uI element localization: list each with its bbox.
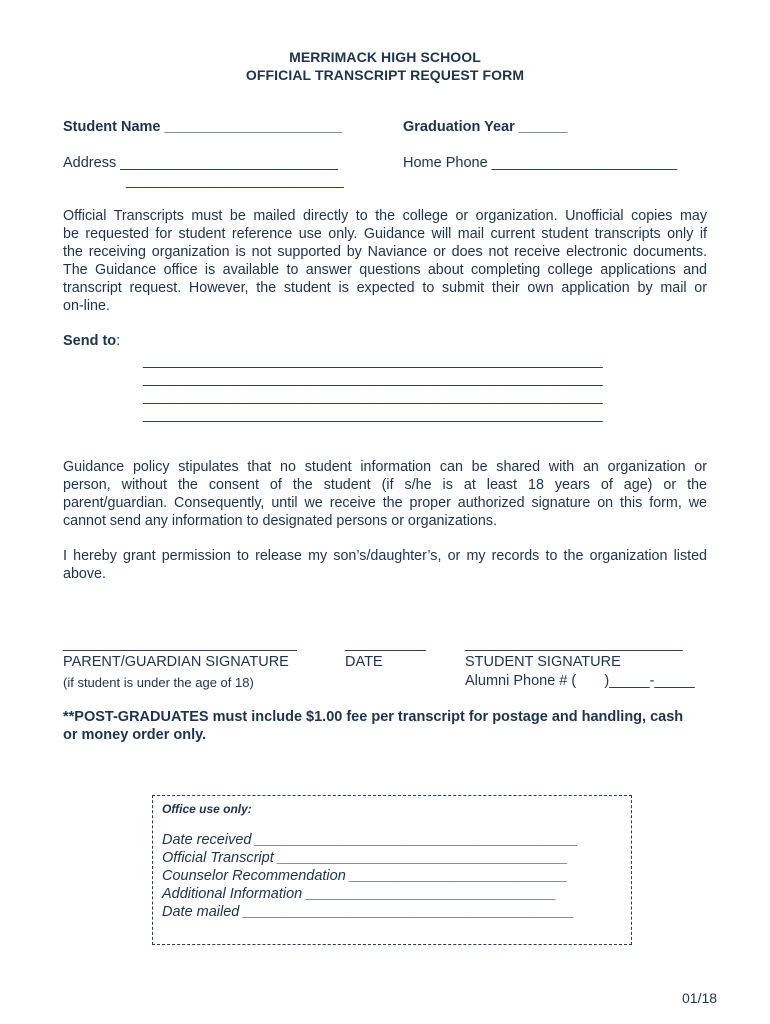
send-to-line-4[interactable]: _________________________________________________________ <box>143 407 603 423</box>
policy-line: parent/guardian. Consequently, until we receive the proper authorized signature on this form, we <box>63 495 707 511</box>
send-to-label: Send to <box>63 333 117 349</box>
office-item-official-transcript[interactable]: Official Transcript ____________________________________ <box>162 850 569 866</box>
student-signature-line[interactable]: ___________________________ <box>465 636 683 652</box>
student-signature-label: STUDENT SIGNATURE <box>465 654 621 670</box>
address-line-2[interactable]: ___________________________ <box>126 173 344 189</box>
send-to-line-3[interactable]: _________________________________________________________ <box>143 389 603 405</box>
send-to-line-2[interactable]: _________________________________________________________ <box>143 371 603 387</box>
send-to-line-1[interactable]: _________________________________________________________ <box>143 353 603 369</box>
permission-line: I hereby grant permission to release my son’s/daughter’s, or my records to the organization listed <box>63 548 707 564</box>
home-phone-field[interactable]: Home Phone _______________________ <box>403 155 678 171</box>
office-use-box <box>152 795 632 945</box>
send-to-heading <box>63 333 120 349</box>
address-field[interactable]: Address ___________________________ <box>63 155 338 171</box>
graduation-year-field[interactable]: Graduation Year ______ <box>403 119 568 135</box>
permission-line: above. <box>63 566 106 582</box>
parent-signature-line[interactable]: _____________________________ <box>63 636 297 652</box>
intro-line: The Guidance office is available to answer questions about completing college applications and <box>63 262 707 278</box>
office-item-additional-information[interactable]: Additional Information _______________________________ <box>162 886 557 902</box>
office-item-date-received[interactable]: Date received ________________________________________ <box>162 832 579 848</box>
office-item-counselor-recommendation[interactable]: Counselor Recommendation ___________________________ <box>162 868 568 884</box>
intro-line: be requested for student reference use only. Guidance will mail current student transcripts only if <box>63 226 707 242</box>
parent-signature-note: (if student is under the age of 18) <box>63 675 254 690</box>
date-label: DATE <box>345 654 383 670</box>
parent-signature-label: PARENT/GUARDIAN SIGNATURE <box>63 654 289 670</box>
intro-paragraph <box>63 207 707 315</box>
policy-line: cannot send any information to designated persons or organizations. <box>63 513 497 529</box>
intro-line: on-line. <box>63 298 110 314</box>
policy-paragraph <box>63 458 707 530</box>
policy-line: Guidance policy stipulates that no student information can be shared with an organization or <box>63 459 707 475</box>
send-to-colon: : <box>116 333 121 349</box>
intro-line: the receiving organization is not supported by Naviance or does not receive electronic documents. <box>63 244 707 260</box>
permission-paragraph <box>63 547 707 583</box>
fee-note-line-1: **POST-GRADUATES must include $1.00 fee per transcript for postage and handling, cash <box>63 709 684 725</box>
date-line[interactable]: __________ <box>345 636 426 652</box>
revision-number: 01/18 <box>682 990 718 1006</box>
intro-line: Official Transcripts must be mailed directly to the college or organization. Unofficial copies may <box>63 208 707 224</box>
school-name: MERRIMACK HIGH SCHOOL <box>289 49 481 65</box>
intro-line: transcript request. However, the student is expected to submit their own application by mail or <box>63 280 707 296</box>
student-name-field[interactable]: Student Name ______________________ <box>63 119 342 135</box>
policy-line: person, without the consent of the student (if s/he is at least 18 years of age) or the <box>63 477 707 493</box>
fee-note-line-2: or money order only. <box>63 727 207 743</box>
office-item-date-mailed[interactable]: Date mailed _________________________________________ <box>162 904 575 920</box>
office-use-heading: Office use only: <box>162 802 252 816</box>
form-title: OFFICIAL TRANSCRIPT REQUEST FORM <box>245 67 525 83</box>
alumni-phone-field[interactable]: Alumni Phone # ( )_____-_____ <box>465 673 695 689</box>
